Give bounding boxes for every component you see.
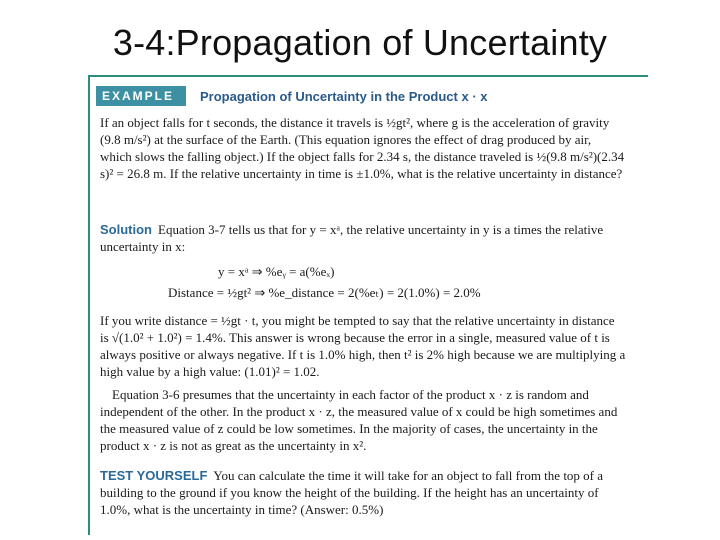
equation-general: y = xᵃ ⇒ %eᵧ = a(%eₓ) [218,264,335,279]
solution-paragraph-3: Equation 3-6 presumes that the uncertainty in each factor of the product x · z is random and independent of the other. In the product x · z, the measured value of x could be high sometimes and the measured value of z could be low sometimes. In the majority of cases, the uncertainty in the product x · z is not as great as the uncertainty in x². [100,387,618,453]
example-problem: If an object falls for t seconds, the distance it travels is ½gt², where g is the acceleration of gravity (9.8 m/s²) at the surface of the Earth. (This equation ignores the effect of drag produced by air, which slows the falling object.) If the object falls for 2.34 s, the distance traveled is ½(9.8 m/s²)(2.34 s)² = 26.8 m. If the relative uncertainty in time is ±1.0%, what is the relative uncertainty in distance? [100,115,625,181]
solution-intro-paragraph [100,221,626,255]
example-header [96,86,488,108]
vertical-divider [88,75,90,535]
test-yourself-paragraph [100,467,626,518]
solution-intro: Equation 3-7 tells us that for y = xᵃ, the relative uncertainty in y is a times the relative uncertainty in x: [100,222,604,254]
solution-paragraph-2: If you write distance = ½gt · t, you might be tempted to say that the relative uncertainty in distance is √(1.0² + 1.0²) = 1.4%. This answer is wrong because the error in a single, measured value of t is always positive or always negative. If t is 1.0% high, then t² is 2% high because we are multiplying a high value by a high value: (1.01)² = 1.02. [100,313,626,379]
slide-title: 3-4:Propagation of Uncertainty [112,22,608,63]
horizontal-divider [88,75,648,77]
textbook-excerpt [96,80,636,530]
example-badge: EXAMPLE [96,86,186,106]
equation-distance: Distance = ½gt² ⇒ %e_distance = 2(%eₜ) = 2(1.0%) = 2.0% [168,285,481,300]
example-title: Propagation of Uncertainty in the Product x · x [200,88,488,104]
test-yourself-text: You can calculate the time it will take for an object to fall from the top of a building to the ground if you know the height of the building. If the height has an uncertainty of 1.0%, what is the uncertainty in time? (Answer: 0.5%) [100,468,604,517]
test-yourself-label: TEST YOURSELF [100,468,208,483]
solution-label: Solution [100,222,152,237]
